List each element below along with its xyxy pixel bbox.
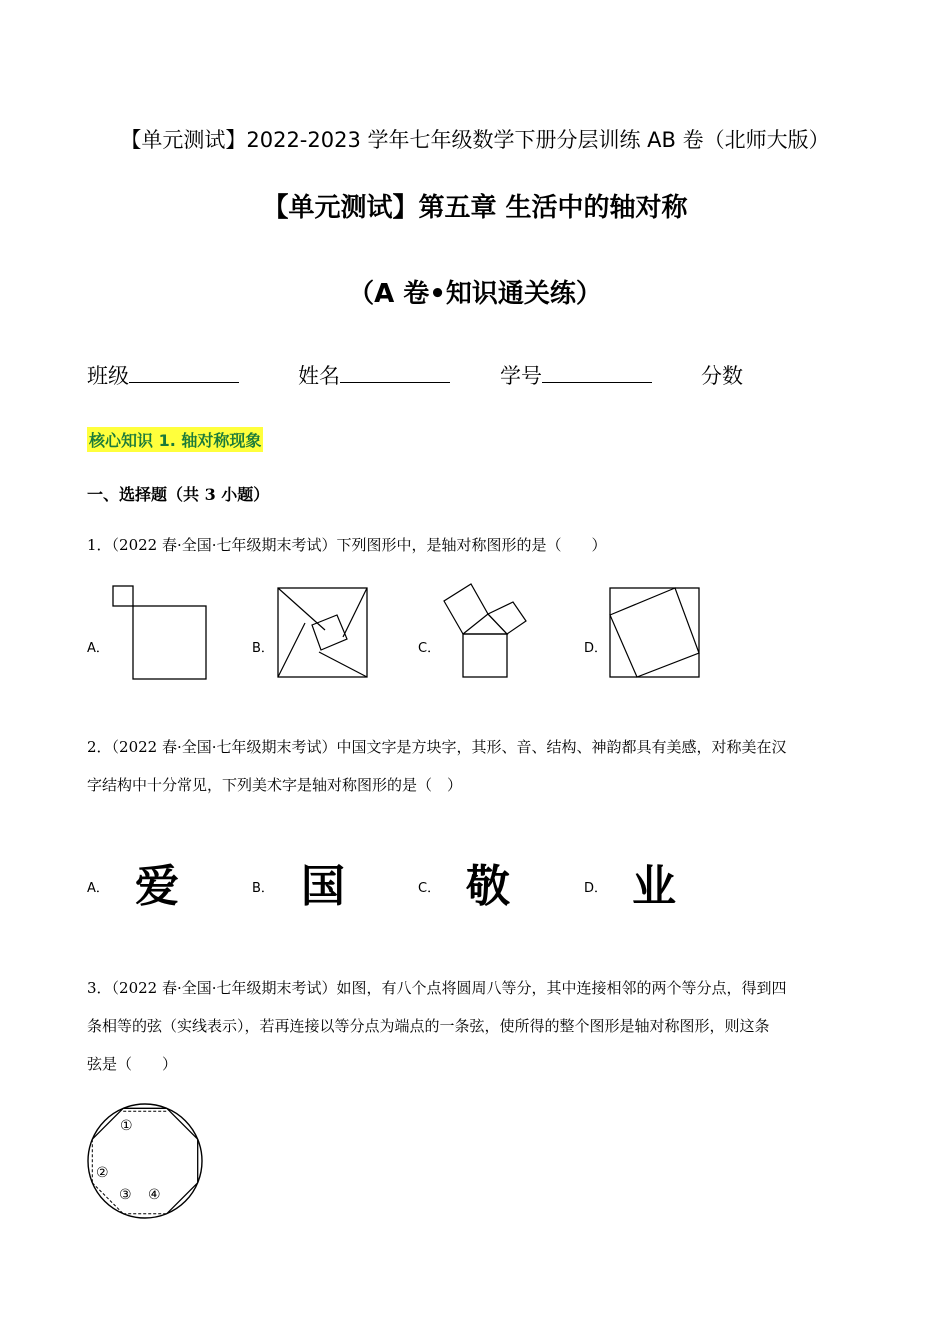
q2-option-c-label: C．: [418, 881, 441, 896]
q1-option-a-label: A．: [87, 641, 109, 656]
question-1-text: 1．（2022 春·全国·七年级期末考试）下列图形中，是轴对称图形的是（ ）: [87, 536, 607, 554]
score-field: [701, 360, 743, 390]
number-field: [500, 360, 652, 390]
question-2-line-1: 2．（2022 春·全国·七年级期末考试）中国文字是方块字，其形、音、结构、神韵都具有美感，对称美在汉: [87, 738, 787, 756]
q3-solid-chord: [167, 1108, 198, 1139]
q2-option-d-character: 业: [632, 861, 676, 912]
q3-label-4: ④: [148, 1187, 161, 1203]
q3-label-2: ②: [96, 1165, 109, 1181]
q2-option-a-label: A．: [87, 881, 109, 896]
question-3-line-2: 条相等的弦（实线表示），若再连接以等分点为端点的一条弦，使所得的整个图形是轴对称图形，则这条: [87, 1017, 770, 1035]
q2-option-a-character: 爱: [135, 861, 179, 912]
class-field: [87, 360, 239, 390]
number-blank: [542, 364, 652, 383]
number-label: 学号: [500, 364, 542, 388]
section-heading: 一、选择题（共 3 小题）: [87, 485, 270, 504]
q3-solid-chord: [167, 1183, 198, 1214]
name-blank: [340, 364, 450, 383]
q2-option-d-label: D．: [584, 881, 608, 896]
series-title: 【单元测试】2022-2023 学年七年级数学下册分层训练 AB 卷（北师大版）: [120, 128, 830, 152]
sub-title: （A 卷•知识通关练）: [348, 279, 602, 309]
q1-option-c-figure: [440, 579, 532, 681]
q1-option-d-label: D．: [584, 641, 608, 656]
q3-label-1: ①: [120, 1118, 133, 1134]
q3-solid-chord: [92, 1108, 123, 1139]
q2-option-c-character: 敬: [466, 861, 510, 912]
name-field: [298, 360, 450, 390]
class-blank: [129, 364, 239, 383]
q3-circle: [88, 1104, 202, 1218]
class-label: 班级: [87, 364, 129, 388]
q1-option-a-figure: [110, 583, 210, 683]
q1-option-d-figure: [607, 585, 703, 681]
question-2-line-2: 字结构中十分常见，下列美术字是轴对称图形的是（ ）: [87, 776, 463, 794]
q3-circle-figure: [82, 1098, 208, 1224]
score-label: 分数: [701, 364, 743, 388]
q1-option-b-label: B．: [252, 641, 274, 656]
chapter-title: 【单元测试】第五章 生活中的轴对称: [262, 193, 688, 223]
question-3-line-3: 弦是（ ）: [87, 1055, 178, 1073]
q2-option-b-character: 国: [301, 861, 345, 912]
q3-label-3: ③: [119, 1187, 132, 1203]
q1-option-c-label: C．: [418, 641, 441, 656]
knowledge-point-label: 核心知识 1. 轴对称现象: [87, 427, 263, 452]
question-3-line-1: 3．（2022 春·全国·七年级期末考试）如图，有八个点将圆周八等分，其中连接相邻的两个等分点，得到四: [87, 979, 787, 997]
q2-option-b-label: B．: [252, 881, 274, 896]
q1-option-b-figure: [275, 585, 371, 681]
name-label: 姓名: [298, 364, 340, 388]
